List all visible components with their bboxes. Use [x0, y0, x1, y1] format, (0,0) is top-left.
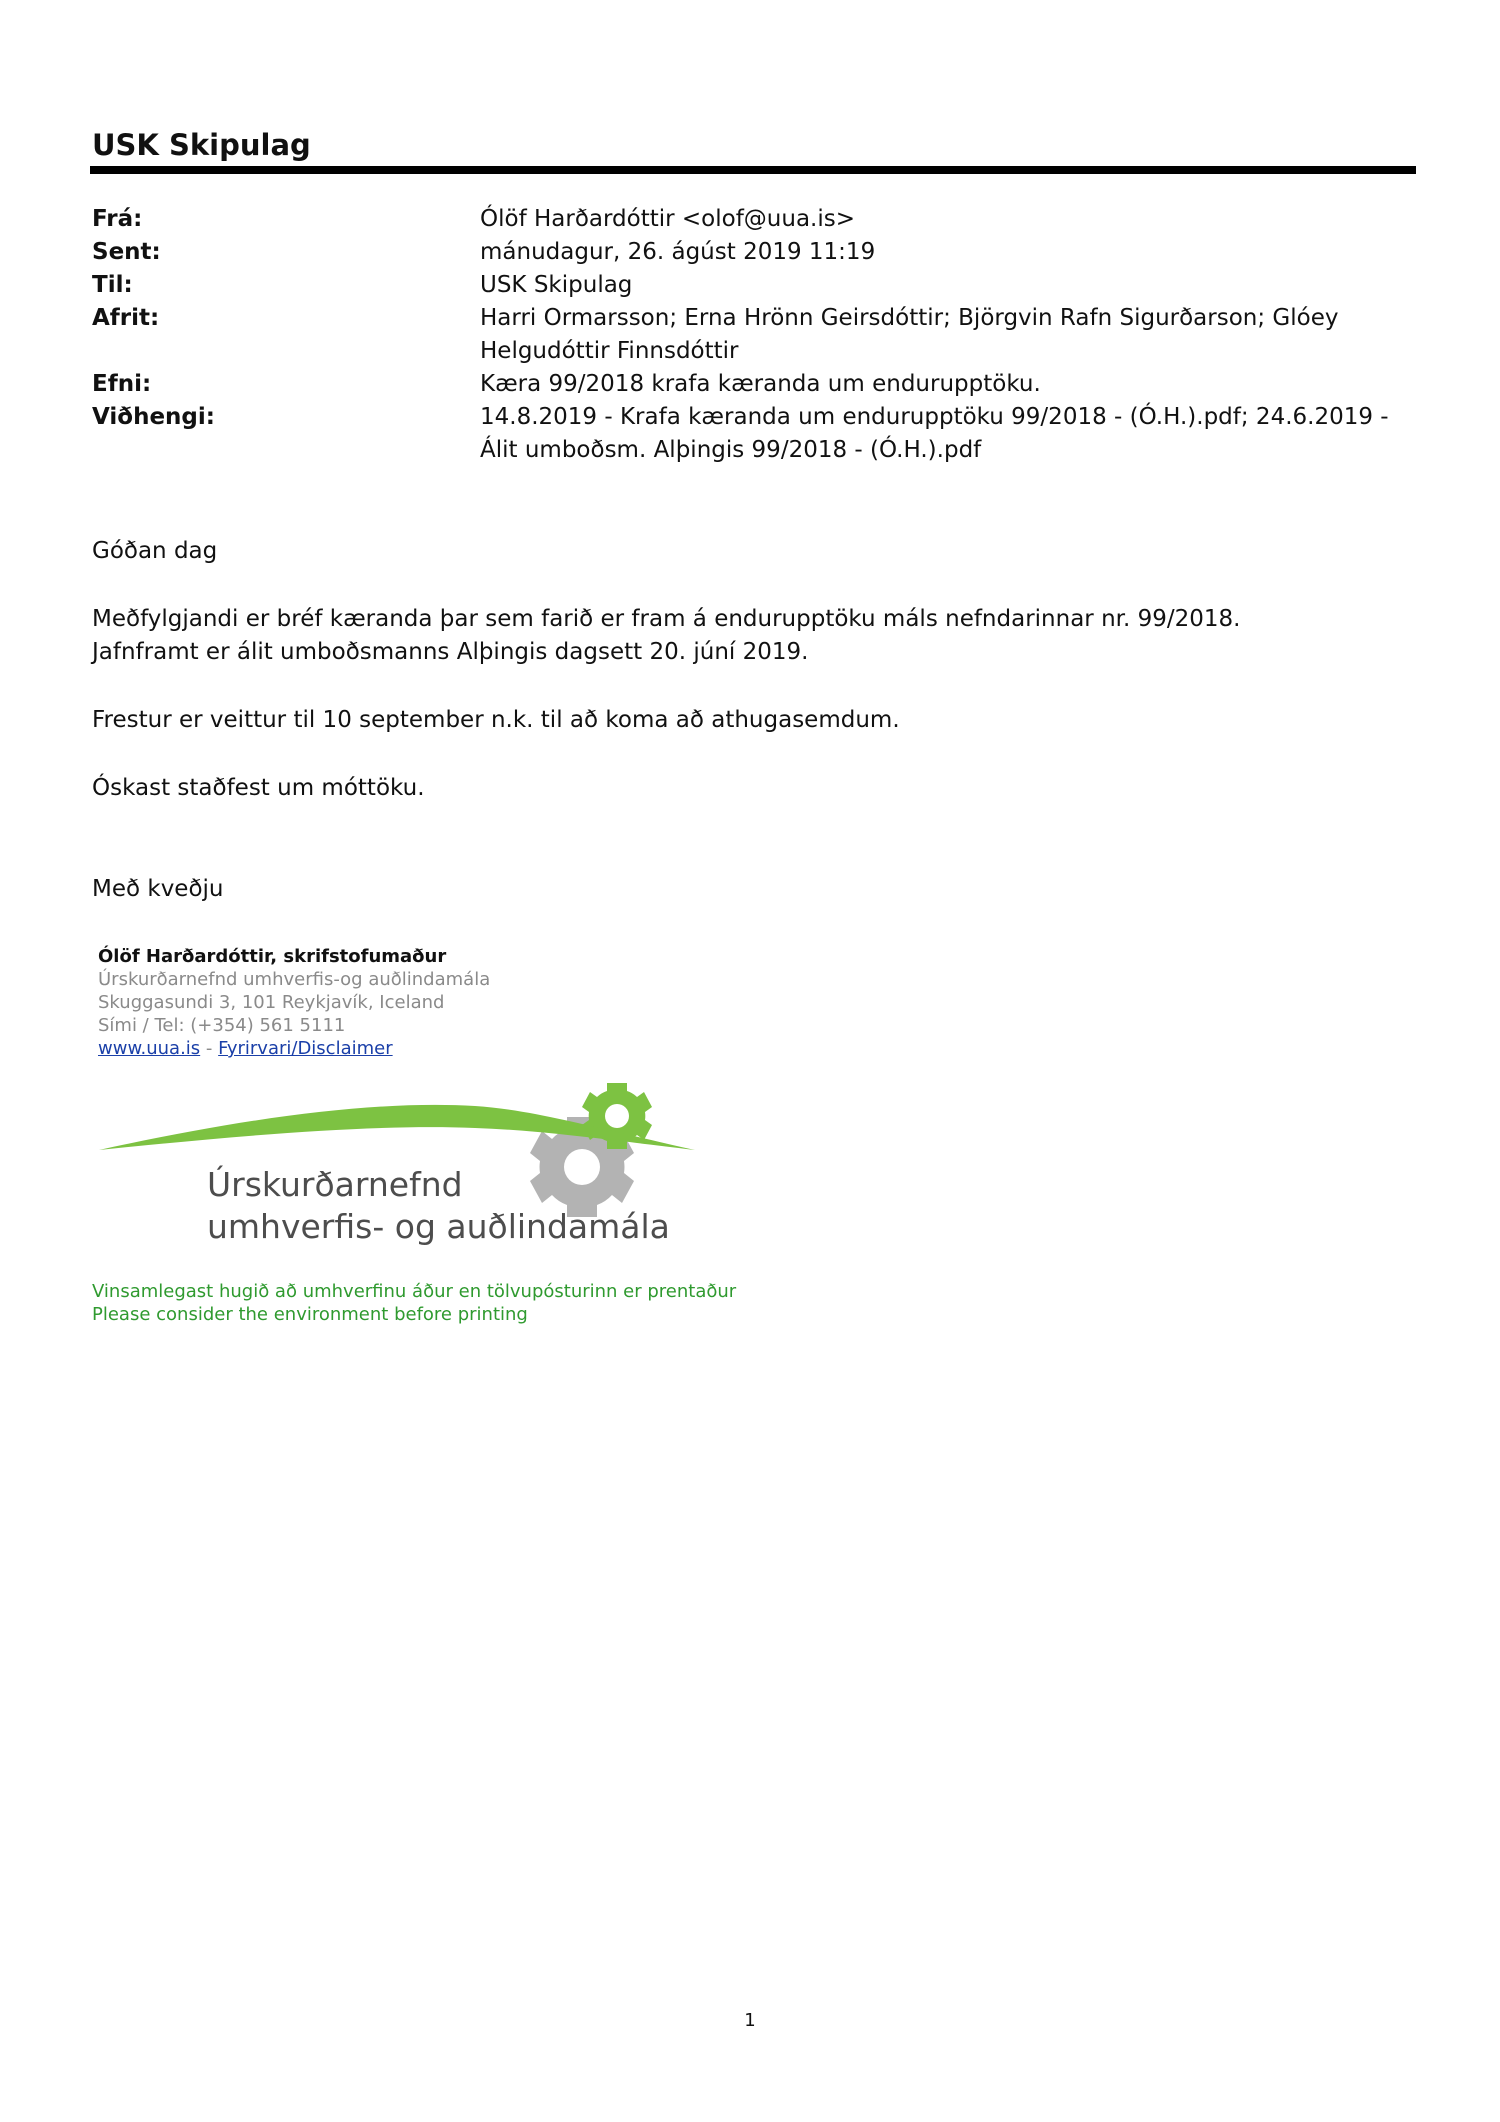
title-divider — [90, 166, 1416, 174]
header-row-from — [92, 203, 1412, 236]
disclaimer-link[interactable]: Fyrirvari/Disclaimer — [218, 1038, 393, 1059]
website-link[interactable]: www.uua.is — [98, 1038, 201, 1059]
link-separator: - — [200, 1038, 219, 1059]
body-closing: Með kveðju — [92, 876, 224, 902]
header-value-to: USK Skipulag — [480, 272, 633, 298]
header-value-subject: Kæra 99/2018 krafa kæranda um endurupptöku. — [480, 371, 1041, 397]
header-label-subject: Efni: — [92, 371, 152, 397]
email-body — [92, 535, 1412, 906]
environment-notice-is: Vinsamlegast hugið að umhverfinu áður en tölvupósturinn er prentaður — [92, 1281, 737, 1302]
header-label-sent: Sent: — [92, 239, 161, 265]
header-label-from: Frá: — [92, 206, 143, 232]
header-value-from: Ólöf Harðardóttir <olof@uua.is> — [480, 206, 856, 232]
header-row-to — [92, 269, 1412, 302]
header-row-sent — [92, 236, 1412, 269]
header-label-to: Til: — [92, 272, 133, 298]
body-paragraph-1: Meðfylgjandi er bréf kæranda þar sem farið er fram á endurupptöku máls nefndarinnar nr. 99/2018. — [92, 606, 1241, 632]
body-paragraph-2: Jafnframt er álit umboðsmanns Alþingis dagsett 20. júní 2019. — [92, 639, 809, 665]
header-value-cc: Harri Ormarsson; Erna Hrönn Geirsdóttir; Björgvin Rafn Sigurðarson; Glóey Helgudóttir Finnsdóttir — [480, 305, 1339, 364]
header-label-attachments: Viðhengi: — [92, 404, 215, 430]
signature-address: Skuggasundi 3, 101 Reykjavík, Iceland — [98, 992, 445, 1013]
page-title: USK Skipulag — [92, 128, 311, 162]
environment-notice-en: Please consider the environment before printing — [92, 1304, 528, 1325]
signature-links — [98, 1037, 490, 1060]
body-confirm: Óskast staðfest um móttöku. — [92, 775, 425, 801]
header-row-attachments — [92, 401, 1412, 467]
page-number: 1 — [744, 2010, 756, 2031]
organization-logo — [95, 1080, 705, 1250]
header-label-cc: Afrit: — [92, 305, 160, 331]
header-row-cc — [92, 302, 1412, 368]
signature-name: Ólöf Harðardóttir, skrifstofumaður — [98, 946, 447, 967]
header-row-subject — [92, 368, 1412, 401]
signature-org: Úrskurðarnefnd umhverfis-og auðlindamála — [98, 969, 491, 990]
signature-block — [98, 945, 490, 1060]
body-greeting: Góðan dag — [92, 538, 218, 564]
logo-text-line1: Úrskurðarnefnd — [207, 1165, 463, 1204]
email-headers — [92, 203, 1412, 467]
signature-phone: Sími / Tel: (+354) 561 5111 — [98, 1015, 346, 1036]
logo-text-line2: umhverfis- og auðlindamála — [207, 1207, 670, 1246]
header-value-sent: mánudagur, 26. ágúst 2019 11:19 — [480, 239, 876, 265]
header-value-attachments: 14.8.2019 - Krafa kæranda um endurupptöku 99/2018 - (Ó.H.).pdf; 24.6.2019 - Álit umboðsm. Alþingis 99/2018 - (Ó.H.).pdf — [480, 404, 1389, 463]
body-deadline: Frestur er veittur til 10 september n.k. til að koma að athugasemdum. — [92, 707, 900, 733]
environment-notice — [92, 1280, 736, 1326]
